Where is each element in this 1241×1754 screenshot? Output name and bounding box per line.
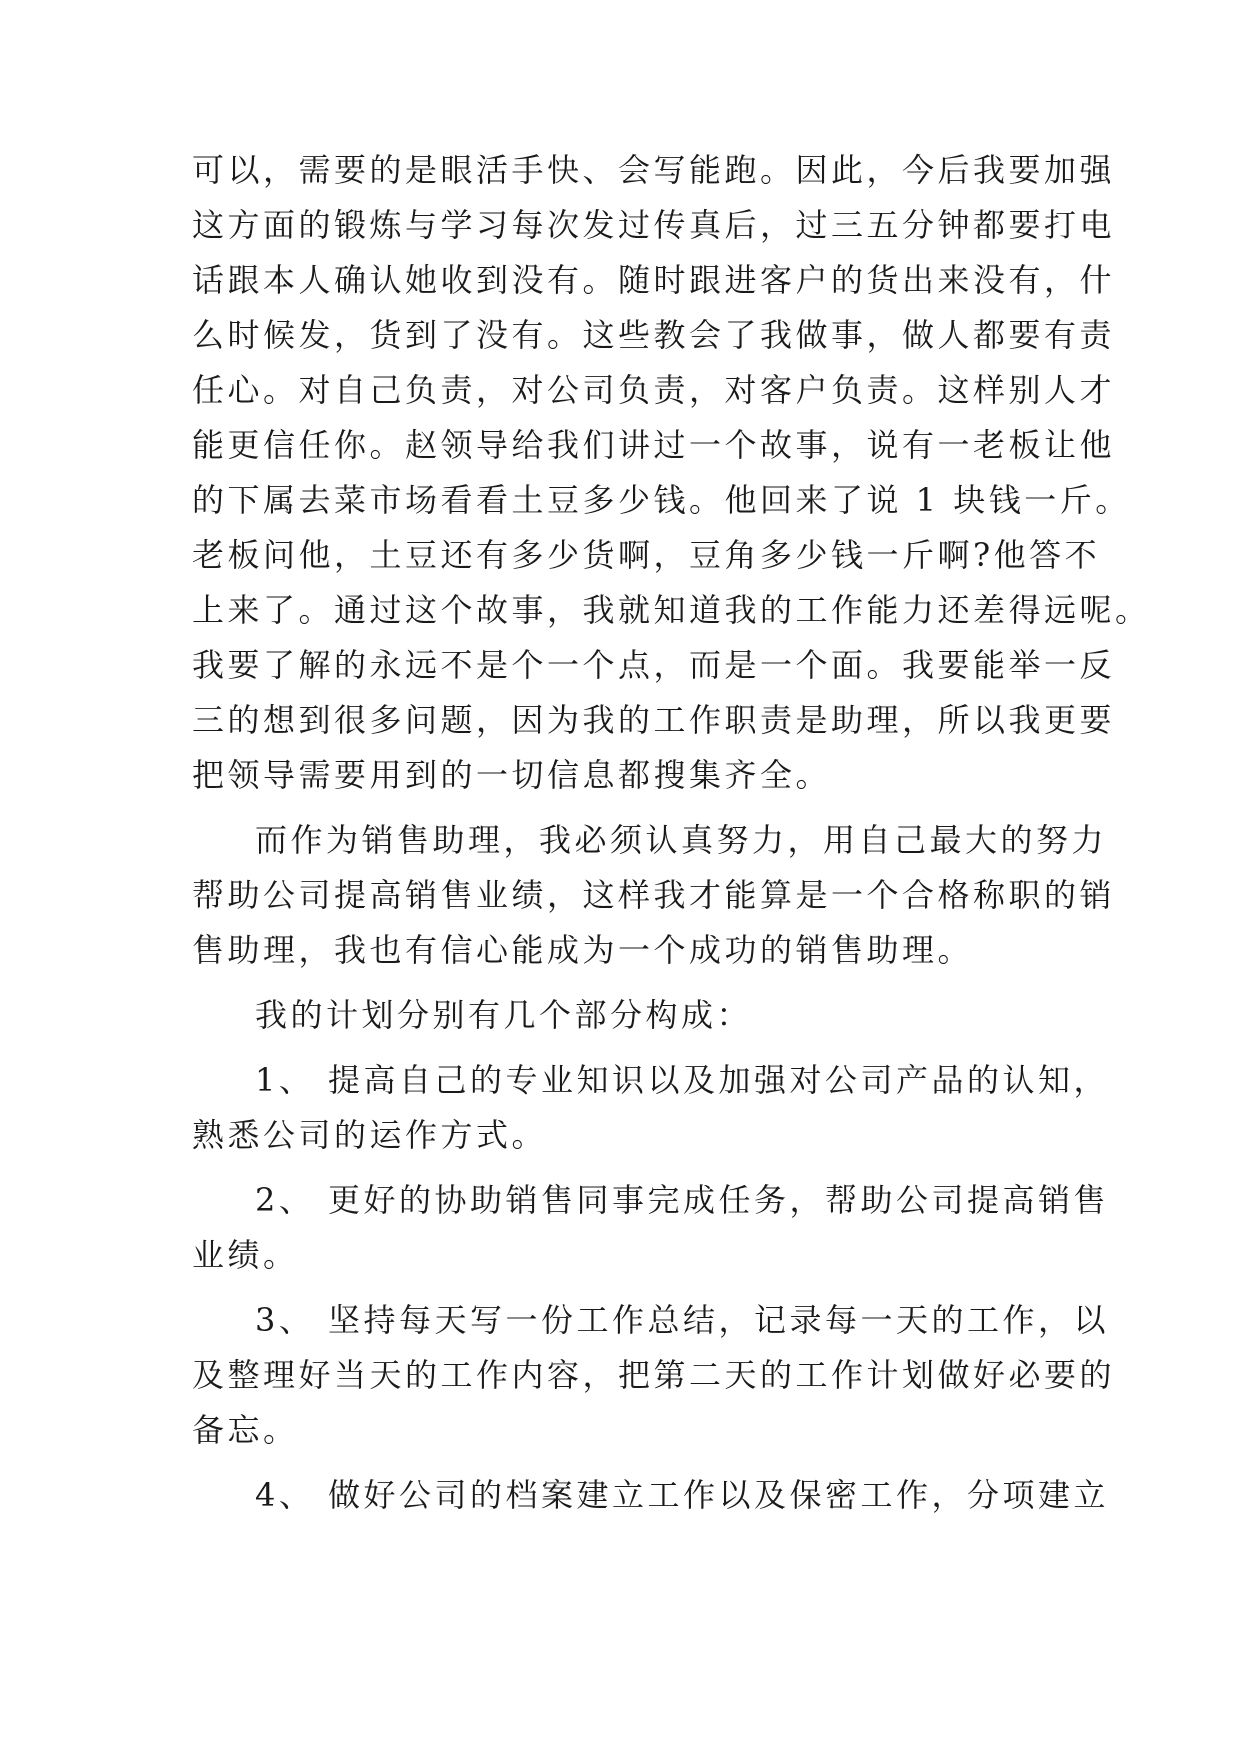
text-line: 业绩。: [192, 1236, 299, 1274]
text-line: 我要了解的永远不是个一个点，而是一个面。我要能举一反: [192, 646, 1116, 684]
text-line: 话跟本人确认她收到没有。随时跟进客户的货出来没有，什: [192, 261, 1116, 299]
text-line: 把领导需要用到的一切信息都搜集齐全。: [192, 756, 832, 794]
text-line: 的下属去菜市场看看土豆多少钱。他回来了说 1 块钱一斤。: [192, 481, 1131, 519]
list-item-4: 4、 做好公司的档案建立工作以及保密工作，分项建立: [255, 1476, 1110, 1514]
text-line: 熟悉公司的运作方式。: [192, 1116, 548, 1154]
text-line: 么时候发，货到了没有。这些教会了我做事，做人都要有责: [192, 316, 1116, 354]
text-line: 任心。对自己负责，对公司负责，对客户负责。这样别人才: [192, 371, 1116, 409]
text-line: 我的计划分别有几个部分构成：: [255, 996, 753, 1034]
text-line: 售助理，我也有信心能成为一个成功的销售助理。: [192, 931, 974, 969]
text-line: 三的想到很多问题，因为我的工作职责是助理，所以我更要: [192, 701, 1116, 739]
text-line: 这方面的锻炼与学习每次发过传真后，过三五分钟都要打电: [192, 206, 1116, 244]
text-line: 能更信任你。赵领导给我们讲过一个故事，说有一老板让他: [192, 426, 1116, 464]
text-line: 可以，需要的是眼活手快、会写能跑。因此，今后我要加强: [192, 151, 1116, 189]
text-line: 帮助公司提高销售业绩，这样我才能算是一个合格称职的销: [192, 876, 1116, 914]
list-item-1: 1、 提高自己的专业知识以及加强对公司产品的认知，: [255, 1061, 1110, 1099]
text-line: 及整理好当天的工作内容，把第二天的工作计划做好必要的: [192, 1356, 1116, 1394]
text-line: 备忘。: [192, 1411, 299, 1449]
text-line: 老板问他，土豆还有多少货啊，豆角多少钱一斤啊?他答不: [192, 536, 1101, 574]
list-item-2: 2、 更好的协助销售同事完成任务，帮助公司提高销售: [255, 1181, 1110, 1219]
text-line: 而作为销售助理，我必须认真努力，用自己最大的努力: [255, 821, 1108, 859]
text-line: 上来了。通过这个故事，我就知道我的工作能力还差得远呢。: [192, 591, 1151, 629]
list-item-3: 3、 坚持每天写一份工作总结，记录每一天的工作，以: [255, 1301, 1110, 1339]
